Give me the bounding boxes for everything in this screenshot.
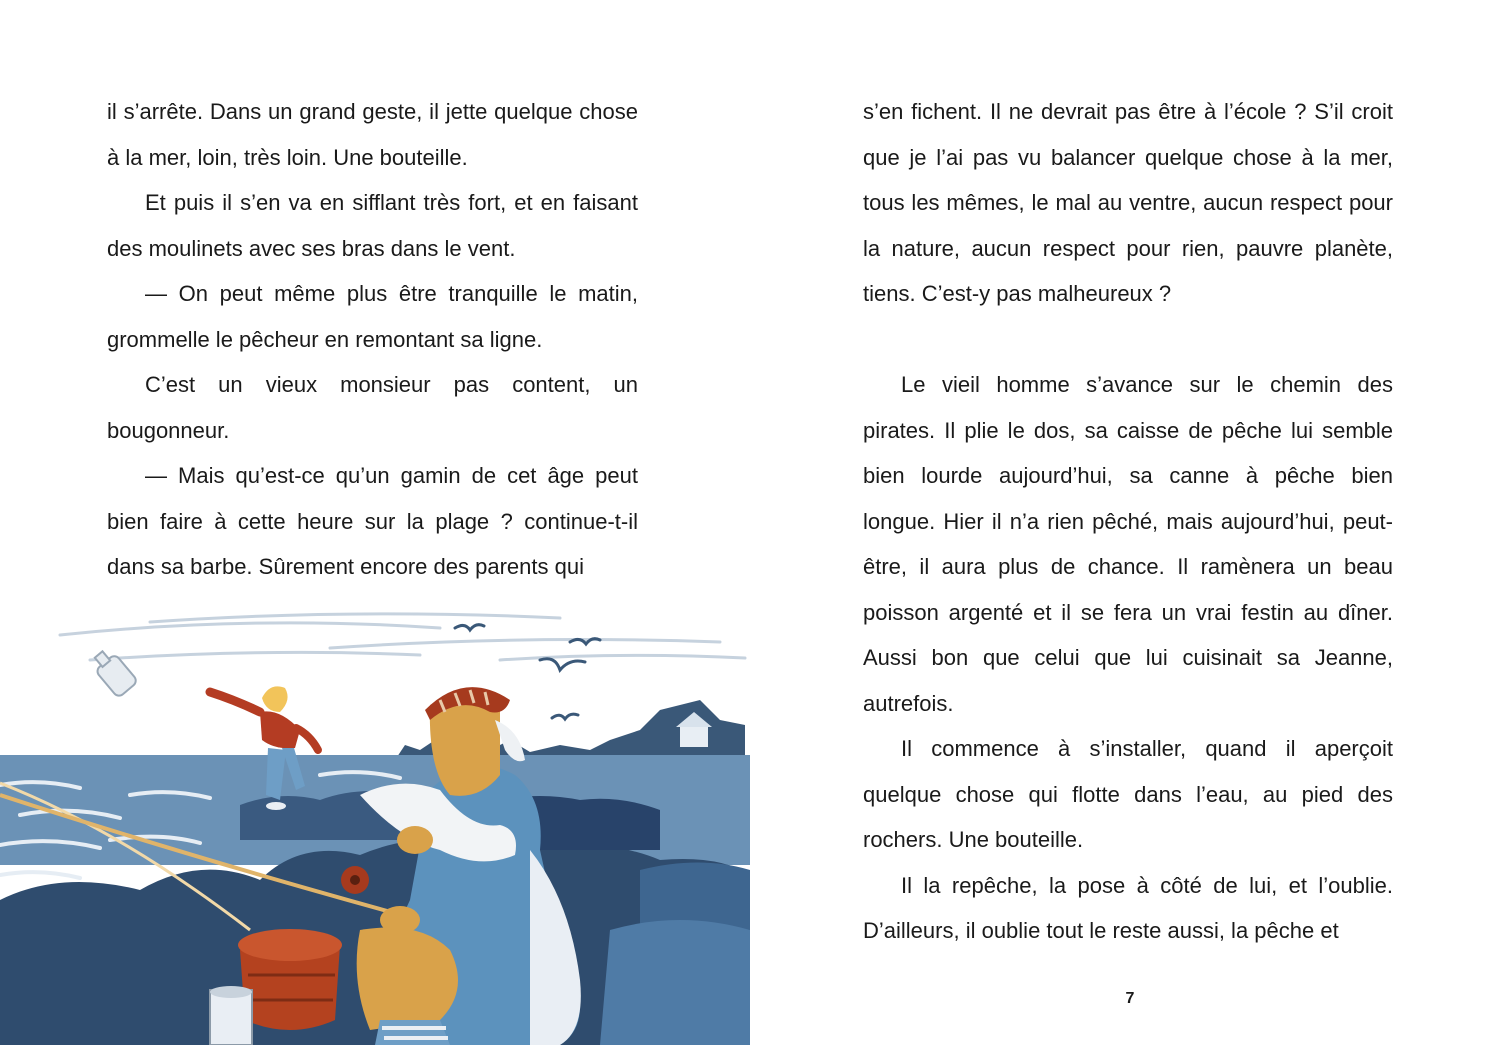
paragraph: Il la repêche, la pose à côté de lui, et l’oublie. D’ailleurs, il oublie tout le reste aussi, la pêche et <box>863 872 1393 943</box>
fisherman-illustration <box>0 600 750 1045</box>
illustration-artwork <box>0 600 750 1045</box>
paragraph: Il commence à s’installer, quand il aperçoit quelque chose qui flotte dans l’eau, au pied des rochers. Une bouteille. <box>863 736 1393 852</box>
right-page <box>750 0 1500 1045</box>
paragraph: C’est un vieux monsieur pas content, un bougonneur. <box>107 372 638 443</box>
paragraph: s’en fichent. Il ne devrait pas être à l’école ? S’il croit que je l’ai pas vu balancer quelque chose à la mer, tous les mêmes, le mal au ventre, aucun respect pour la nature, aucun respect pour rien, pauvre planète, tiens. C’est-y pas malheureux ? <box>863 99 1393 306</box>
paragraph: — Mais qu’est-ce qu’un gamin de cet âge peut bien faire à cette heure sur la plage ? continue-t-il dans sa barbe. Sûrement encore des parents qui <box>107 463 638 579</box>
paragraph: Le vieil homme s’avance sur le chemin des pirates. Il plie le dos, sa caisse de pêche lui semble bien lourde aujourd’hui, sa canne à pêche bien longue. Hier il n’a rien pêché, mais aujourd’hui, peut-être, il aura plus de chance. Il ramènera un beau poisson argenté et il se fera un vrai festin au dîner. Aussi bon que celui que lui cuisinait sa Jeanne, autrefois. <box>863 372 1393 716</box>
paragraph: il s’arrête. Dans un grand geste, il jette quelque chose à la mer, loin, très loin. Une bouteille. <box>107 99 638 170</box>
page-number: 7 <box>1125 990 1135 1007</box>
paragraph: — On peut même plus être tranquille le matin, grommelle le pêcheur en remontant sa ligne. <box>107 281 638 352</box>
right-page-text <box>863 89 1393 954</box>
left-page-text <box>107 89 638 590</box>
paragraph: Et puis il s’en va en sifflant très fort, et en faisant des moulinets avec ses bras dans le vent. <box>107 190 638 261</box>
